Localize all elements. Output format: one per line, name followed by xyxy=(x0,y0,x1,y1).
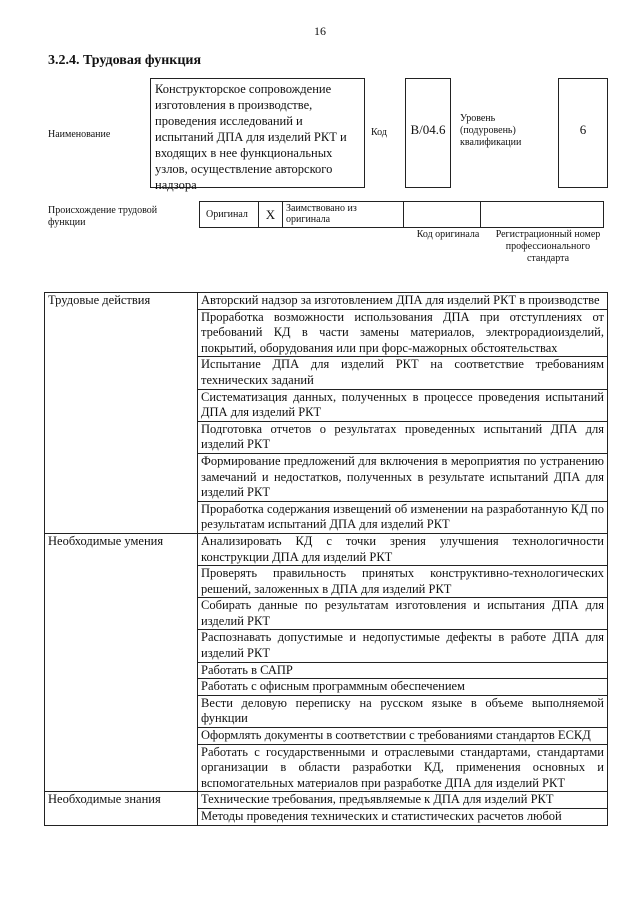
section-item: Испытание ДПА для изделий РКТ на соответствие требованиям технических заданий xyxy=(198,357,608,389)
table-row xyxy=(45,792,608,809)
section-item: Методы проведения технических и статистических расчетов любой xyxy=(198,809,608,826)
section-item: Работать в САПР xyxy=(198,662,608,679)
section-item: Технические требования, предъявляемые к ДПА для изделий РКТ xyxy=(198,792,608,809)
original-code-cell xyxy=(403,201,481,228)
section-item: Работать с офисным программным обеспечением xyxy=(198,679,608,696)
section-item: Вести деловую переписку на русском языке в объеме выполняемой функции xyxy=(198,695,608,727)
registration-number-cell xyxy=(480,201,604,228)
level-label: Уровень (подуровень) квалификации xyxy=(460,113,522,148)
function-details-table xyxy=(44,292,608,826)
level-value-box: 6 xyxy=(558,78,608,188)
section-item: Подготовка отчетов о результатах проведенных испытаний ДПА для изделий РКТ xyxy=(198,421,608,453)
borrowed-label: Заимствовано из оригинала xyxy=(282,201,404,228)
section-item: Работать с государственными и отраслевыми стандартами, стандартами организации в области разработки КД, применения основных и вспомогательных материалов при разработке ДПА для изделий РКТ xyxy=(198,744,608,792)
original-label: Оригинал xyxy=(199,201,259,228)
section-item: Проработка возможности использования ДПА при отступлениях от требований КД в части замены материалов, электрорадиоизделий, покрытий, оборудования или при форс-мажорных обстоятельствах xyxy=(198,309,608,357)
section-title-cell: Необходимые умения xyxy=(45,533,198,792)
code-caption: Код оригинала xyxy=(416,229,480,240)
origin-row xyxy=(200,201,608,228)
section-item: Оформлять документы в соответствии с требованиями стандартов ЕСКД xyxy=(198,728,608,745)
origin-label: Происхождение трудовой функции xyxy=(48,205,158,228)
code-value-box: B/04.6 xyxy=(405,78,451,188)
page-number: 16 xyxy=(314,24,326,38)
section-title-cell: Трудовые действия xyxy=(45,293,198,534)
section-item: Формирование предложений для включения в мероприятия по устранению замечаний и недостатков, полученных в результате испытаний ДПА для изделий РКТ xyxy=(198,453,608,501)
section-title-cell: Необходимые знания xyxy=(45,792,198,825)
table-row xyxy=(45,293,608,310)
code-label: Код xyxy=(371,127,387,138)
section-item: Собирать данные по результатам изготовления и испытания ДПА для изделий РКТ xyxy=(198,598,608,630)
section-item: Проверять правильность принятых конструктивно-технологических решений, заложенных в ДПА для изделий РКТ xyxy=(198,566,608,598)
section-item: Авторский надзор за изготовлением ДПА для изделий РКТ в производстве xyxy=(198,293,608,310)
section-title: 3.2.4. Трудовая функция xyxy=(48,53,202,68)
original-mark: X xyxy=(258,201,283,228)
registration-caption: Регистрационный номер профессионального стандарта xyxy=(495,229,601,264)
section-item: Анализировать КД с точки зрения улучшения технологичности конструкции ДПА для изделий РКТ xyxy=(198,533,608,565)
section-item: Проработка содержания извещений об изменении на разработанную КД по результатам испытаний ДПА для изделий РКТ xyxy=(198,501,608,533)
section-item: Распознавать допустимые и недопустимые дефекты в работе ДПА для изделий РКТ xyxy=(198,630,608,662)
table-row xyxy=(45,533,608,565)
function-name-box: Конструкторское сопровождение изготовления в производстве, проведения исследований и испытаний ДПА для изделий РКТ и входящих в нее функциональных узлов, осуществление авторского надзора xyxy=(150,78,365,188)
section-item: Систематизация данных, полученных в процессе проведения испытаний ДПА для изделий РКТ xyxy=(198,389,608,421)
name-label: Наименование xyxy=(48,129,111,140)
